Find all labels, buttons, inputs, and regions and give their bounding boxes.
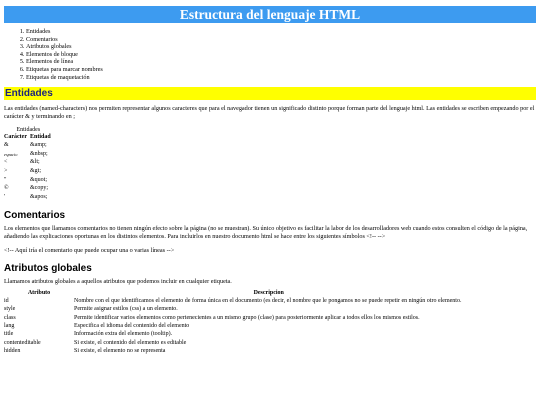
- character-cell: ": [4, 176, 7, 183]
- attribute-name: style: [4, 306, 16, 313]
- table-row: [4, 315, 463, 323]
- character-cell: <: [4, 159, 8, 166]
- table-row: [4, 331, 463, 339]
- column-header: Entidad: [30, 134, 51, 141]
- toc-item[interactable]: [26, 51, 536, 59]
- comentarios-text: Los elementos que llamamos comentarios no tienen ningún efecto sobre la página (no se muestran). Su único objetivo es facilitar la labor de los desarrolladores web cuando estos consulten el código de la página, añadiendo las explicaciones oportunas en los distintos elementos. Para incluirlos en nuestro documento html se hace entre los siguientes símbolos <!-- -->: [4, 225, 528, 241]
- page-title: Estructura del lenguaje HTML: [4, 6, 536, 23]
- attribute-description: Nombre con el que identificamos el elemento de forma única en el documento (es decir, el nombre que le pongamos no se puede repetir en ningún otro elemento.: [74, 297, 462, 304]
- attributes-table: [4, 290, 463, 357]
- table-of-contents: [4, 28, 536, 81]
- entity-cell: &nbsp;: [30, 150, 48, 157]
- attribute-name: title: [4, 331, 14, 338]
- table-header-row: [4, 134, 53, 142]
- attribute-description: Especifica el idioma del contenido del elemento: [74, 322, 190, 329]
- table-row: [4, 323, 463, 331]
- table-row: [4, 150, 53, 159]
- table-header-row: [4, 290, 463, 298]
- entities-table-caption: Entidades: [16, 126, 41, 133]
- column-header: Carácter: [4, 134, 27, 141]
- character-cell: ©: [4, 185, 9, 192]
- toc-item[interactable]: [26, 43, 536, 51]
- entity-cell: &gt;: [30, 167, 42, 174]
- attribute-description: Permite identificar varios elementos como pertenecientes a un mismo grupo (clase) para posteriormente aplicar a todos ellos los mismos estilos.: [74, 314, 420, 321]
- toc-item-label[interactable]: Etiquetas para marcar nombres: [26, 65, 103, 73]
- column-header: Atributo: [27, 290, 51, 297]
- attribute-name: hidden: [4, 348, 21, 355]
- column-header: Descripcion: [253, 290, 284, 297]
- table-row: [4, 176, 53, 185]
- comentarios-example: <!-- Aquí iría el comentario que puede ocupar una o varias líneas -->: [4, 246, 175, 254]
- toc-item-label[interactable]: Elementos de línea: [26, 58, 74, 66]
- entity-cell: &amp;: [30, 142, 47, 149]
- section-heading-entidades: Entidades: [4, 87, 536, 100]
- character-cell: >: [4, 167, 8, 174]
- table-row: [4, 142, 53, 151]
- entity-cell: &lt;: [30, 159, 40, 166]
- table-row: [4, 159, 53, 168]
- attribute-name: id: [4, 297, 9, 304]
- toc-item[interactable]: [26, 36, 536, 44]
- table-row: [4, 185, 53, 194]
- toc-item[interactable]: [26, 28, 536, 36]
- attribute-name: class: [4, 314, 16, 321]
- toc-item[interactable]: [26, 58, 536, 66]
- table-row: [4, 348, 463, 356]
- atributos-intro: Llamamos atributos globales a aquellos atributos que podemos incluir en cualquier etiqueta.: [4, 278, 232, 286]
- toc-item-label[interactable]: Elementos de bloque: [26, 50, 78, 58]
- toc-item-label[interactable]: Atributos globales: [26, 43, 72, 51]
- toc-item-label[interactable]: Entidades: [26, 28, 51, 35]
- toc-item-label[interactable]: Etiquetas de maquetación: [26, 73, 90, 81]
- attribute-description: Permite asignar estilos (css) a un elemento.: [74, 306, 178, 313]
- attribute-name: contenteditable: [4, 339, 41, 346]
- character-cell: ': [4, 193, 6, 200]
- character-cell: espacio: [4, 151, 18, 157]
- section-heading-atributos: Atributos globales: [4, 262, 92, 274]
- toc-item-label[interactable]: Comentarios: [26, 35, 58, 43]
- toc-item[interactable]: [26, 74, 536, 82]
- entity-cell: &apos;: [30, 193, 48, 200]
- entity-cell: &quot;: [30, 176, 48, 183]
- table-row: [4, 306, 463, 314]
- attribute-description: Si existe, el elemento no se representa: [74, 348, 166, 355]
- table-row: [4, 167, 53, 176]
- entity-cell: &copy;: [30, 185, 48, 192]
- table-row: [4, 193, 53, 202]
- attribute-description: Información extra del elemento (tooltip).: [74, 331, 173, 338]
- section-heading-comentarios: Comentarios: [4, 209, 66, 221]
- table-row: [4, 340, 463, 348]
- character-cell: &: [4, 142, 9, 149]
- table-row: [4, 298, 463, 306]
- entidades-intro: Las entidades (named-characters) nos permiten representar algunos caracteres que para el navegador tienen un significado distinto porque forman parte del lenguaje html. Las entidades se escriben empezando por el carácter & y terminando en ;: [4, 105, 535, 120]
- attribute-name: lang: [4, 322, 15, 329]
- entities-table: [4, 127, 53, 202]
- attribute-description: Si existe, el contenido del elemento es editable: [74, 339, 187, 346]
- toc-item[interactable]: [26, 66, 536, 74]
